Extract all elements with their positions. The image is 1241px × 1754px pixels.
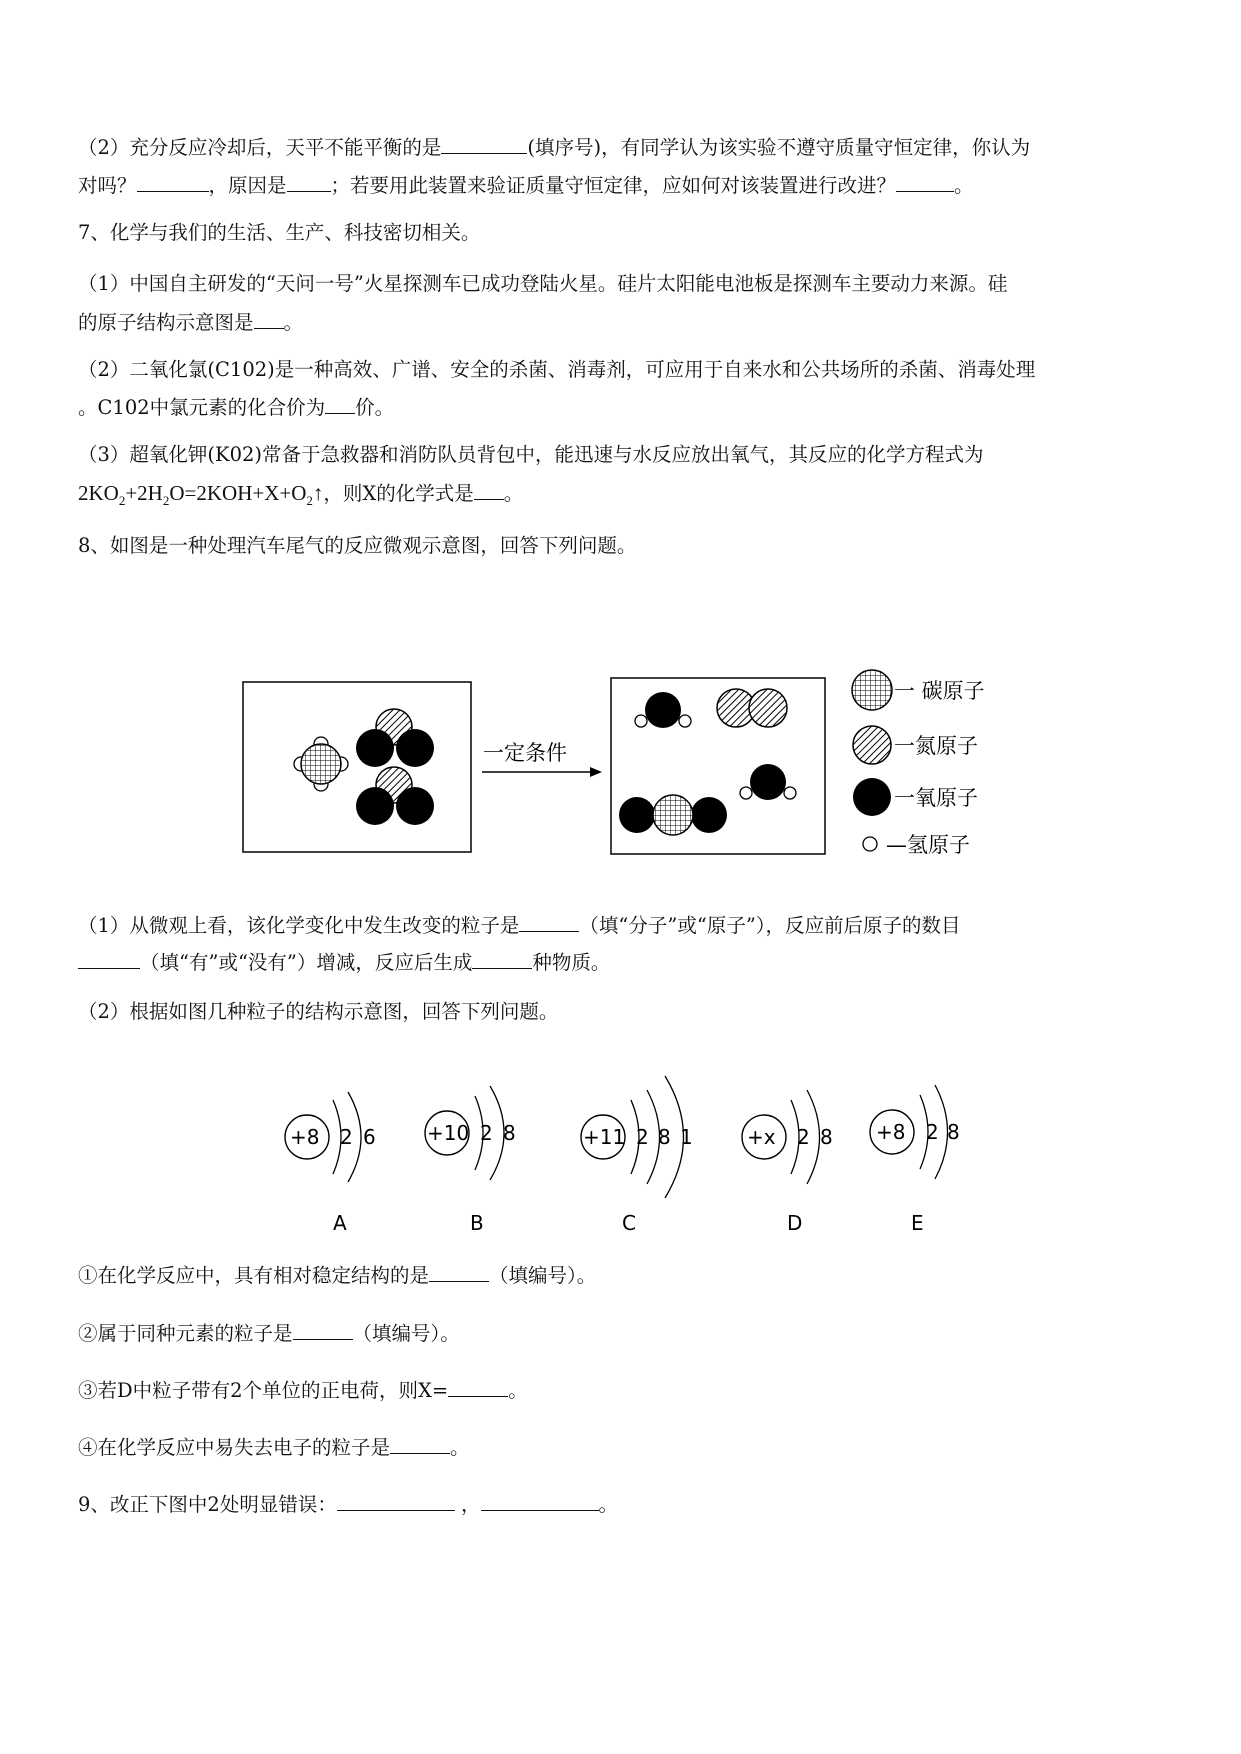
svg-text:E: E xyxy=(911,1211,924,1235)
svg-text:+x: +x xyxy=(747,1125,776,1149)
legend-oxygen xyxy=(853,778,978,816)
svg-text:8: 8 xyxy=(947,1120,960,1144)
q9-heading: 9、改正下图中2处明显错误： ， 。 xyxy=(78,1490,618,1519)
answer-blank[interactable] xyxy=(254,308,284,329)
legend xyxy=(852,670,985,857)
q8-1-line1: （1）从微观上看，该化学变化中发生改变的粒子是 （填“分子”或“原子”），反应前后原子的数目 xyxy=(78,911,961,940)
nitrogen-dioxide-molecule xyxy=(356,709,434,767)
reaction-diagram xyxy=(230,660,1030,870)
svg-text:2: 2 xyxy=(797,1125,810,1149)
q7-2-line2: 。C102中氯元素的化合价为 价。 xyxy=(78,393,394,422)
svg-text:一氧原子: 一氧原子 xyxy=(894,786,978,810)
answer-blank[interactable] xyxy=(896,171,954,192)
particle-a xyxy=(285,1092,376,1235)
answer-blank[interactable] xyxy=(137,171,209,192)
svg-text:+8: +8 xyxy=(876,1120,906,1144)
answer-blank[interactable] xyxy=(448,1376,508,1397)
svg-text:A: A xyxy=(333,1211,347,1235)
nitrogen-dioxide-molecule xyxy=(356,767,434,825)
particle-c xyxy=(581,1076,693,1235)
arrow-label: 一定条件 xyxy=(483,741,567,765)
svg-text:2: 2 xyxy=(340,1125,353,1149)
q8-2-1: ①在化学反应中，具有相对稳定结构的是 （填编号）。 xyxy=(78,1261,596,1290)
svg-text:一 碳原子: 一 碳原子 xyxy=(894,679,985,703)
answer-blank[interactable] xyxy=(390,1433,450,1454)
particle-d xyxy=(742,1090,833,1235)
q8-2-4: ④在化学反应中易失去电子的粒子是 。 xyxy=(78,1433,470,1462)
svg-text:8: 8 xyxy=(503,1121,516,1145)
svg-text:B: B xyxy=(470,1211,484,1235)
q8-heading: 8、如图是一种处理汽车尾气的反应微观示意图，回答下列问题。 xyxy=(78,534,637,557)
q6-2-line1: （2）充分反应冷却后，天平不能平衡的是 (填序号)，有同学认为该实验不遵守质量守恒定律，你认为 xyxy=(78,133,1030,162)
q8-2-heading: （2）根据如图几种粒子的结构示意图，回答下列问题。 xyxy=(78,1000,559,1023)
water-molecule xyxy=(635,692,691,728)
atomic-structure-diagrams xyxy=(270,1070,990,1270)
chemical-equation: $2KO_2+2H_2O=2KOH+X+O_2↑$ xyxy=(78,481,324,509)
answer-blank[interactable] xyxy=(472,948,532,969)
answer-blank[interactable] xyxy=(78,948,140,969)
reactants-box xyxy=(243,682,471,852)
answer-blank[interactable] xyxy=(287,171,331,192)
answer-blank[interactable] xyxy=(325,393,355,414)
answer-blank[interactable] xyxy=(474,479,504,500)
q7-3-line1: （3）超氧化钾(K02)常备于急救器和消防队员背包中，能迅速与水反应放出氧气，其反应的化学方程式为 xyxy=(78,443,984,466)
svg-text:+11: +11 xyxy=(583,1125,626,1149)
svg-text:2: 2 xyxy=(926,1120,939,1144)
answer-blank[interactable] xyxy=(519,911,579,932)
svg-text:+8: +8 xyxy=(290,1125,320,1149)
svg-text:2: 2 xyxy=(480,1121,493,1145)
answer-blank[interactable] xyxy=(337,1490,455,1511)
svg-text:8: 8 xyxy=(820,1125,833,1149)
carbon-dioxide-molecule xyxy=(619,795,727,835)
svg-text:8: 8 xyxy=(658,1125,671,1149)
answer-blank[interactable] xyxy=(429,1261,489,1282)
svg-text:D: D xyxy=(787,1211,803,1235)
particle-e xyxy=(870,1085,960,1235)
answer-blank[interactable] xyxy=(293,1319,353,1340)
reaction-arrow xyxy=(482,741,602,777)
particle-b xyxy=(425,1086,516,1235)
q8-2-3: ③若D中粒子带有2个单位的正电荷，则X= 。 xyxy=(78,1376,528,1405)
q8-1-line2: （填“有”或“没有”）增减，反应后生成 种物质。 xyxy=(78,948,610,977)
water-molecule xyxy=(740,764,796,800)
q8-2-2: ②属于同种元素的粒子是 （填编号）。 xyxy=(78,1319,460,1348)
svg-text:1: 1 xyxy=(680,1125,693,1149)
svg-text:一氮原子: 一氮原子 xyxy=(894,734,978,758)
q7-1-line2: 的原子结构示意图是 。 xyxy=(78,308,303,337)
nitrogen-molecule xyxy=(717,689,787,727)
legend-hydrogen xyxy=(863,833,970,857)
methane-molecule xyxy=(294,737,348,791)
svg-text:+10: +10 xyxy=(427,1121,470,1145)
legend-carbon xyxy=(852,670,985,710)
svg-text:2: 2 xyxy=(636,1125,649,1149)
q6-2-line2: 对吗？ ，原因是 ；若要用此装置来验证质量守恒定律，应如何对该装置进行改进？ 。 xyxy=(78,171,974,200)
svg-text:—氢原子: —氢原子 xyxy=(886,833,970,857)
svg-text:C: C xyxy=(622,1211,636,1235)
q7-3-line2: $2KO_2+2H_2O=2KOH+X+O_2↑$，则X的化学式是 。 xyxy=(78,481,524,509)
legend-nitrogen xyxy=(853,726,978,764)
answer-blank[interactable] xyxy=(481,1490,599,1511)
answer-blank[interactable] xyxy=(441,133,527,154)
svg-text:6: 6 xyxy=(363,1125,376,1149)
q7-heading: 7、化学与我们的生活、生产、科技密切相关。 xyxy=(78,221,481,244)
q7-2-line1: （2）二氧化氯(C102)是一种高效、广谱、安全的杀菌、消毒剂，可应用于自来水和公共场所的杀菌、消毒处理 xyxy=(78,358,1036,381)
q7-1-line1: （1）中国自主研发的“天问一号”火星探测车已成功登陆火星。硅片太阳能电池板是探测车主要动力来源。硅 xyxy=(78,272,1008,295)
